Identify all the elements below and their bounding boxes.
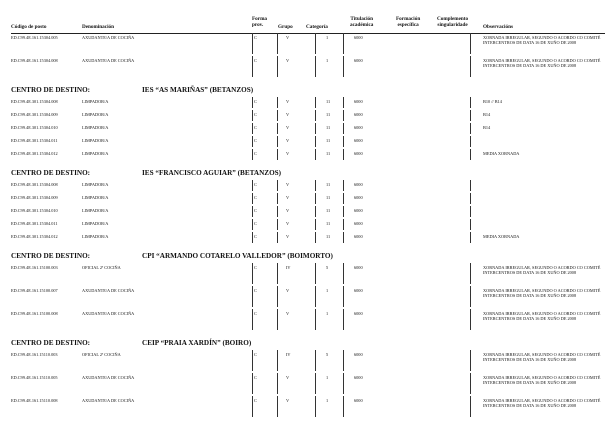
cell-codigo: ED.C99.4E.301.15304.010 <box>11 125 58 130</box>
column-separator <box>343 110 344 121</box>
column-separator <box>343 56 344 77</box>
cell-categoria: 11 <box>326 99 331 104</box>
cell-grupo: V <box>286 151 290 156</box>
cell-titulacion: 6000 <box>354 125 363 130</box>
cell-grupo: IV <box>286 352 291 357</box>
cell-titulacion: 6000 <box>354 352 363 357</box>
column-separator <box>315 350 316 371</box>
cell-forma: C <box>254 58 257 63</box>
cell-denominacion: LIMPADOR/A <box>82 195 109 200</box>
cell-denominacion: OFICIAL 2ª COCIÑA <box>82 265 121 270</box>
cell-grupo: IV <box>286 265 291 270</box>
header-titulacion-line2: académica <box>350 22 374 28</box>
cell-observacions: B10 // B14 <box>483 99 502 104</box>
cell-categoria: 11 <box>326 234 331 239</box>
column-separator <box>315 309 316 330</box>
column-separator <box>343 350 344 371</box>
cell-codigo: ED.C99.4E.161.15100.003 <box>11 265 58 270</box>
column-separator <box>315 136 316 147</box>
column-separator <box>277 232 278 243</box>
header-grupo: Grupo <box>278 24 293 30</box>
column-separator <box>277 396 278 417</box>
column-separator <box>315 33 316 54</box>
cell-titulacion: 6000 <box>354 288 363 293</box>
cell-forma: C <box>254 221 257 226</box>
cell-categoria: 11 <box>326 195 331 200</box>
column-separator <box>470 136 471 147</box>
column-separator <box>252 206 253 217</box>
cell-titulacion: 6000 <box>354 138 363 143</box>
cell-codigo: ED.C99.4E.161.15100.008 <box>11 311 58 316</box>
cell-observacions: XORNADA IRREGULAR, SEGUNDO O ACORDO CO COMITÉ INTERCENTROS DE DATA 16 DE XUÑO DE 2008 <box>483 311 601 321</box>
cell-forma: C <box>254 288 257 293</box>
cell-categoria: 1 <box>326 398 329 403</box>
column-separator <box>252 123 253 134</box>
cell-observacions: B14 <box>483 125 491 130</box>
header-complemento <box>437 16 468 28</box>
cell-categoria: 1 <box>326 288 329 293</box>
cell-categoria: 1 <box>326 311 329 316</box>
column-separator <box>315 286 316 307</box>
cell-grupo: V <box>286 288 290 293</box>
section-label: CENTRO DE DESTINO: <box>11 169 91 177</box>
column-separator <box>343 193 344 204</box>
column-separator <box>252 110 253 121</box>
cell-grupo: V <box>286 195 290 200</box>
cell-observacions: XORNADA IRREGULAR, SEGUNDO O ACORDO CO COMITÉ INTERCENTROS DE DATA 16 DE XUÑO DE 2008 <box>483 375 601 385</box>
column-separator <box>343 232 344 243</box>
header-titulacion-line1: Titulación <box>350 16 374 22</box>
column-separator <box>343 286 344 307</box>
header-observacions: Observacións <box>483 24 513 30</box>
column-separator <box>315 149 316 160</box>
column-separator <box>315 263 316 284</box>
cell-forma: C <box>254 182 257 187</box>
column-separator <box>252 286 253 307</box>
header-forma <box>252 16 267 28</box>
header-complemento-line2: singularidade <box>437 22 468 28</box>
cell-denominacion: OFICIAL 2ª COCIÑA <box>82 352 121 357</box>
cell-observacions: XORNADA IRREGULAR, SEGUNDO O ACORDO CO COMITÉ INTERCENTROS DE DATA 16 DE XUÑO DE 2008 <box>483 58 601 68</box>
column-separator <box>315 396 316 417</box>
cell-observacions: XORNADA IRREGULAR, SEGUNDO O ACORDO CO COMITÉ INTERCENTROS DE DATA 16 DE XUÑO DE 2008 <box>483 35 601 45</box>
cell-denominacion: AXUDANTE/A DE COCIÑA <box>82 398 135 403</box>
section-name: IES “FRANCISCO AGUIAR” (BETANZOS) <box>142 169 282 177</box>
column-separator <box>470 110 471 121</box>
column-separator <box>277 180 278 191</box>
cell-forma: C <box>254 35 257 40</box>
cell-titulacion: 6000 <box>354 195 363 200</box>
cell-observacions: MEDIA XORNADA <box>483 151 520 156</box>
cell-denominacion: AXUDANTE/A DE COCIÑA <box>82 311 135 316</box>
cell-categoria: 11 <box>326 221 331 226</box>
cell-titulacion: 6000 <box>354 234 363 239</box>
cell-codigo: ED.C99.4E.161.15304.005 <box>11 35 58 40</box>
cell-observacions: XORNADA IRREGULAR, SEGUNDO O ACORDO CO COMITÉ INTERCENTROS DE DATA 16 DE XUÑO DE 2008 <box>483 265 601 275</box>
cell-grupo: V <box>286 375 290 380</box>
cell-codigo: ED.C99.4E.301.15304.010 <box>11 208 58 213</box>
column-separator <box>343 149 344 160</box>
column-separator <box>470 286 471 307</box>
cell-categoria: 1 <box>326 58 329 63</box>
header-categoria: Categoría <box>306 24 328 30</box>
column-separator <box>470 97 471 108</box>
cell-codigo: ED.C99.4E.161.15304.008 <box>11 58 58 63</box>
cell-forma: C <box>254 398 257 403</box>
column-separator <box>343 33 344 54</box>
cell-titulacion: 6000 <box>354 112 363 117</box>
column-separator <box>470 232 471 243</box>
header-formacion <box>396 16 420 28</box>
cell-forma: C <box>254 125 257 130</box>
cell-forma: C <box>254 234 257 239</box>
column-separator <box>470 219 471 230</box>
cell-titulacion: 6000 <box>354 311 363 316</box>
column-separator <box>343 396 344 417</box>
column-separator <box>252 149 253 160</box>
cell-codigo: ED.C99.4E.161.15110.008 <box>11 398 58 403</box>
section-name: IES “AS MARIÑAS” (BETANZOS) <box>142 86 254 94</box>
cell-titulacion: 6000 <box>354 375 363 380</box>
cell-titulacion: 6000 <box>354 221 363 226</box>
column-separator <box>252 219 253 230</box>
cell-denominacion: LIMPADOR/A <box>82 99 109 104</box>
column-separator <box>277 193 278 204</box>
cell-observacions: B14 <box>483 112 491 117</box>
cell-denominacion: LIMPADOR/A <box>82 182 109 187</box>
cell-grupo: V <box>286 35 290 40</box>
column-separator <box>277 373 278 394</box>
column-separator <box>277 33 278 54</box>
column-separator <box>470 33 471 54</box>
column-separator <box>315 56 316 77</box>
column-separator <box>315 232 316 243</box>
cell-forma: C <box>254 112 257 117</box>
column-separator <box>252 263 253 284</box>
cell-denominacion: AXUDANTE/A DE COCIÑA <box>82 288 135 293</box>
section-label: CENTRO DE DESTINO: <box>11 339 91 347</box>
cell-grupo: V <box>286 182 290 187</box>
cell-forma: C <box>254 265 257 270</box>
column-separator <box>315 193 316 204</box>
header-forma-line2: prov. <box>252 22 264 28</box>
cell-observacions: XORNADA IRREGULAR, SEGUNDO O ACORDO CO COMITÉ INTERCENTROS DE DATA 16 DE XUÑO DE 2008 <box>483 352 601 362</box>
column-separator <box>343 309 344 330</box>
cell-grupo: V <box>286 138 290 143</box>
column-separator <box>252 180 253 191</box>
cell-observacions: XORNADA IRREGULAR, SEGUNDO O ACORDO CO COMITÉ INTERCENTROS DE DATA 16 DE XUÑO DE 2008 <box>483 288 601 298</box>
column-separator <box>277 350 278 371</box>
cell-observacions: MEDIA XORNADA <box>483 234 520 239</box>
cell-categoria: 11 <box>326 112 331 117</box>
cell-titulacion: 6000 <box>354 398 363 403</box>
column-separator <box>470 149 471 160</box>
header-rule <box>11 33 605 34</box>
cell-grupo: V <box>286 99 290 104</box>
cell-grupo: V <box>286 125 290 130</box>
cell-forma: C <box>254 99 257 104</box>
column-separator <box>277 136 278 147</box>
cell-forma: C <box>254 352 257 357</box>
cell-denominacion: AXUDANTE/A DE COCIÑA <box>82 35 135 40</box>
header-codigo: Código de posto <box>11 24 47 30</box>
column-separator <box>470 123 471 134</box>
header-formacion-line1: Formación <box>396 16 421 22</box>
cell-forma: C <box>254 208 257 213</box>
cell-denominacion: LIMPADOR/A <box>82 125 109 130</box>
column-separator <box>277 97 278 108</box>
column-separator <box>470 263 471 284</box>
column-separator <box>470 193 471 204</box>
column-separator <box>315 219 316 230</box>
cell-forma: C <box>254 375 257 380</box>
column-separator <box>343 97 344 108</box>
column-separator <box>470 56 471 77</box>
column-separator <box>277 263 278 284</box>
column-separator <box>470 350 471 371</box>
cell-categoria: 11 <box>326 138 331 143</box>
column-separator <box>315 206 316 217</box>
column-separator <box>252 193 253 204</box>
cell-grupo: V <box>286 398 290 403</box>
cell-grupo: V <box>286 58 290 63</box>
column-separator <box>343 263 344 284</box>
column-separator <box>315 373 316 394</box>
column-separator <box>277 286 278 307</box>
column-separator <box>252 232 253 243</box>
column-separator <box>252 309 253 330</box>
cell-codigo: ED.C99.4E.301.15304.009 <box>11 195 58 200</box>
cell-codigo: ED.C99.4E.301.15304.012 <box>11 151 58 156</box>
column-separator <box>252 373 253 394</box>
header-titulacion <box>350 16 373 28</box>
cell-denominacion: LIMPADOR/A <box>82 112 109 117</box>
column-separator <box>277 56 278 77</box>
column-separator <box>315 110 316 121</box>
section-label: CENTRO DE DESTINO: <box>11 252 91 260</box>
cell-denominacion: LIMPADOR/A <box>82 151 109 156</box>
column-separator <box>343 123 344 134</box>
column-separator <box>252 33 253 54</box>
header-formacion-line2: específica <box>397 22 419 28</box>
cell-denominacion: AXUDANTE/A DE COCIÑA <box>82 58 135 63</box>
column-separator <box>252 136 253 147</box>
cell-categoria: 11 <box>326 182 331 187</box>
header-complemento-line1: Complemento <box>437 16 469 22</box>
cell-categoria: 11 <box>326 208 331 213</box>
column-separator <box>470 206 471 217</box>
column-separator <box>470 396 471 417</box>
column-separator <box>277 149 278 160</box>
cell-grupo: V <box>286 112 290 117</box>
cell-observacions: XORNADA IRREGULAR, SEGUNDO O ACORDO CO COMITÉ INTERCENTROS DE DATA 16 DE XUÑO DE 2008 <box>483 398 601 408</box>
cell-codigo: ED.C99.4E.301.15304.009 <box>11 112 58 117</box>
column-separator <box>343 206 344 217</box>
column-separator <box>315 180 316 191</box>
cell-categoria: 5 <box>326 352 329 357</box>
cell-categoria: 5 <box>326 265 329 270</box>
cell-codigo: ED.C99.4E.301.15304.011 <box>11 138 58 143</box>
column-separator <box>252 350 253 371</box>
cell-grupo: V <box>286 234 290 239</box>
column-separator <box>277 123 278 134</box>
column-separator <box>343 219 344 230</box>
cell-codigo: ED.C99.4E.301.15304.012 <box>11 234 58 239</box>
cell-titulacion: 6000 <box>354 182 363 187</box>
section-name: CEIP “PRAIA XARDÍN” (BOIRO) <box>142 339 252 347</box>
cell-grupo: V <box>286 221 290 226</box>
cell-codigo: ED.C99.4E.161.15110.005 <box>11 375 58 380</box>
column-separator <box>315 123 316 134</box>
column-separator <box>277 219 278 230</box>
column-separator <box>277 110 278 121</box>
cell-denominacion: LIMPADOR/A <box>82 208 109 213</box>
column-separator <box>277 206 278 217</box>
cell-grupo: V <box>286 208 290 213</box>
cell-forma: C <box>254 138 257 143</box>
section-label: CENTRO DE DESTINO: <box>11 86 91 94</box>
header-forma-line1: Forma <box>252 16 267 22</box>
cell-titulacion: 6000 <box>354 265 363 270</box>
cell-categoria: 1 <box>326 35 329 40</box>
column-separator <box>470 309 471 330</box>
column-separator <box>252 97 253 108</box>
cell-grupo: V <box>286 311 290 316</box>
column-separator <box>252 396 253 417</box>
column-separator <box>470 373 471 394</box>
cell-codigo: ED.C99.4E.301.15304.011 <box>11 221 58 226</box>
cell-forma: C <box>254 195 257 200</box>
section-name: CPI “ARMANDO COTARELO VALLEDOR” (BOIMORTO) <box>142 252 333 260</box>
cell-forma: C <box>254 151 257 156</box>
cell-denominacion: LIMPADOR/A <box>82 138 109 143</box>
cell-titulacion: 6000 <box>354 151 363 156</box>
cell-titulacion: 6000 <box>354 35 363 40</box>
cell-codigo: ED.C99.4E.161.15110.003 <box>11 352 58 357</box>
cell-codigo: ED.C99.4E.301.15304.008 <box>11 182 58 187</box>
cell-categoria: 11 <box>326 151 331 156</box>
cell-denominacion: AXUDANTE/A DE COCIÑA <box>82 375 135 380</box>
column-separator <box>343 373 344 394</box>
column-separator <box>277 309 278 330</box>
column-separator <box>252 56 253 77</box>
column-separator <box>343 180 344 191</box>
column-separator <box>343 136 344 147</box>
cell-denominacion: LIMPADOR/A <box>82 234 109 239</box>
cell-codigo: ED.C99.4E.301.15304.008 <box>11 99 58 104</box>
cell-titulacion: 6000 <box>354 58 363 63</box>
cell-codigo: ED.C99.4E.161.15100.007 <box>11 288 58 293</box>
header-denominacion: Denominación <box>82 24 114 30</box>
cell-forma: C <box>254 311 257 316</box>
cell-categoria: 1 <box>326 375 329 380</box>
column-separator <box>315 97 316 108</box>
cell-titulacion: 6000 <box>354 99 363 104</box>
cell-titulacion: 6000 <box>354 208 363 213</box>
cell-categoria: 11 <box>326 125 331 130</box>
column-separator <box>470 180 471 191</box>
cell-denominacion: LIMPADOR/A <box>82 221 109 226</box>
